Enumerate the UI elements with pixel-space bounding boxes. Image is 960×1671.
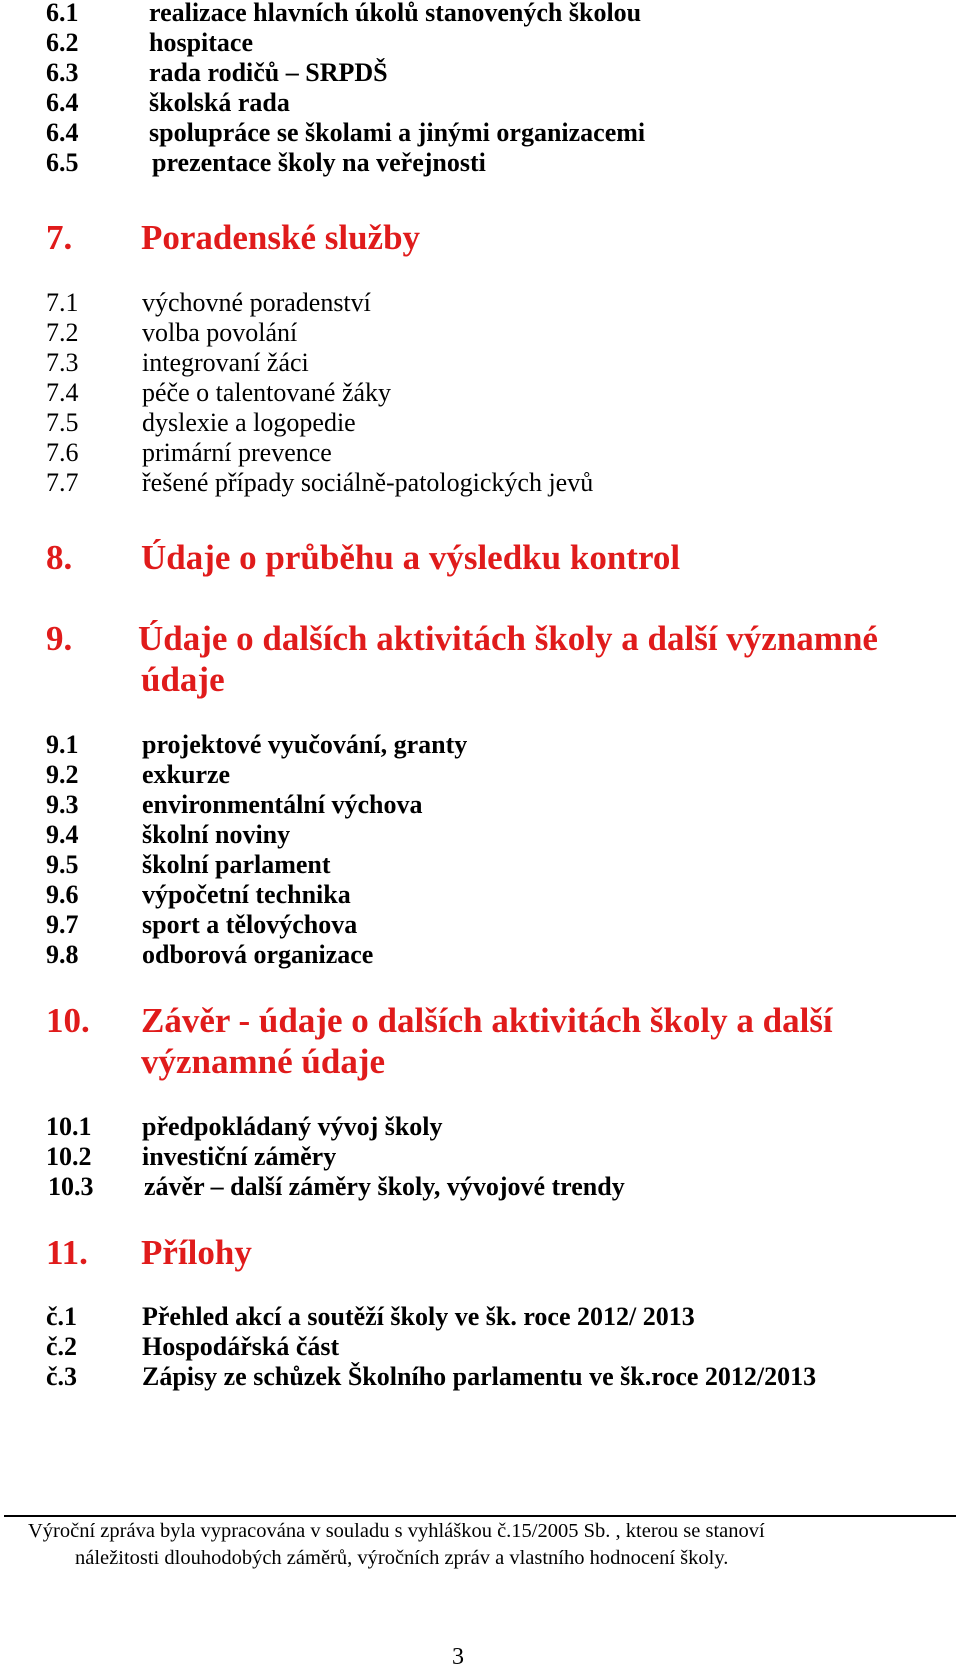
item-number: 9.4 <box>46 820 79 849</box>
item-text: školní parlament <box>142 850 331 879</box>
section-heading <box>46 618 946 702</box>
item-text: prezentace školy na veřejnosti <box>152 148 486 177</box>
heading-number: 8. <box>46 538 73 577</box>
item-number: 9.1 <box>46 730 79 759</box>
item-text: primární prevence <box>142 438 332 467</box>
item-number: 7.3 <box>46 348 79 377</box>
item-number: 6.3 <box>46 58 79 87</box>
item-text: Přehled akcí a soutěží školy ve šk. roce 2012/ 2013 <box>142 1302 695 1331</box>
item-text: dyslexie a logopedie <box>142 408 356 437</box>
heading-title-continued: údaje <box>141 660 225 699</box>
item-text: volba povolání <box>142 318 298 347</box>
item-number: č.3 <box>46 1362 78 1391</box>
footer-line-2: náležitosti dlouhodobých záměrů, výročních zpráv a vlastního hodnocení školy. <box>75 1547 729 1569</box>
item-text: realizace hlavních úkolů stanovených školou <box>149 0 642 27</box>
heading-title: Poradenské služby <box>141 218 421 257</box>
item-number: 9.5 <box>46 850 79 879</box>
item-text: odborová organizace <box>142 940 374 969</box>
item-text: péče o talentované žáky <box>142 378 392 407</box>
item-text: hospitace <box>149 28 253 57</box>
item-number: 9.8 <box>46 940 79 969</box>
item-number: 7.2 <box>46 318 79 347</box>
item-number: 9.3 <box>46 790 79 819</box>
item-text: výpočetní technika <box>142 880 351 909</box>
item-number: 7.6 <box>46 438 79 467</box>
item-text: environmentální výchova <box>142 790 423 819</box>
item-number: č.2 <box>46 1332 78 1361</box>
heading-number: 11. <box>46 1233 88 1272</box>
item-number: č.1 <box>46 1302 78 1331</box>
heading-number: 7. <box>46 218 73 257</box>
heading-title-continued: významné údaje <box>141 1042 386 1081</box>
item-text: integrovaní žáci <box>142 348 309 377</box>
heading-title: Závěr - údaje o dalších aktivitách školy a další <box>141 1001 833 1040</box>
item-text: závěr – další záměry školy, vývojové trendy <box>144 1172 625 1201</box>
item-number: 9.6 <box>46 880 79 909</box>
item-text: školská rada <box>149 88 290 117</box>
footer-line-1: Výroční zpráva byla vypracována v souladu s vyhláškou č.15/2005 Sb. , kterou se stanoví <box>28 1520 765 1542</box>
item-number: 6.2 <box>46 28 79 57</box>
item-number: 10.1 <box>46 1112 92 1141</box>
item-text: spolupráce se školami a jinými organizacemi <box>149 118 646 147</box>
item-text: předpokládaný vývoj školy <box>142 1112 443 1141</box>
section-heading <box>46 1000 946 1084</box>
item-number: 10.2 <box>46 1142 92 1171</box>
heading-number: 10. <box>46 1001 90 1040</box>
heading-number: 9. <box>46 619 73 658</box>
item-text: rada rodičů – SRPDŠ <box>149 58 388 87</box>
item-text: výchovné poradenství <box>142 288 371 317</box>
footer-divider <box>4 1515 956 1517</box>
item-text: investiční záměry <box>142 1142 337 1171</box>
item-text: Hospodářská část <box>142 1332 340 1361</box>
item-text: sport a tělovýchova <box>142 910 358 939</box>
item-number: 7.1 <box>46 288 79 317</box>
item-number: 9.2 <box>46 760 79 789</box>
item-number: 6.1 <box>46 0 79 27</box>
heading-title: Údaje o dalších aktivitách školy a další významné <box>138 619 878 658</box>
item-number: 9.7 <box>46 910 79 939</box>
item-number: 6.4 <box>46 88 79 117</box>
item-number: 7.5 <box>46 408 79 437</box>
item-number: 7.7 <box>46 468 79 497</box>
item-text: řešené případy sociálně-patologických jevů <box>142 468 594 497</box>
item-number: 10.3 <box>48 1172 94 1201</box>
heading-title: Přílohy <box>141 1233 252 1272</box>
page-number: 3 <box>452 1644 464 1670</box>
item-text: exkurze <box>142 760 231 789</box>
item-number: 7.4 <box>46 378 79 407</box>
item-number: 6.4 <box>46 118 79 147</box>
item-text: Zápisy ze schůzek Školního parlamentu ve šk.roce 2012/2013 <box>142 1362 817 1391</box>
heading-title: Údaje o průběhu a výsledku kontrol <box>141 538 681 577</box>
item-text: školní noviny <box>142 820 291 849</box>
item-number: 6.5 <box>46 148 79 177</box>
item-text: projektové vyučování, granty <box>142 730 468 759</box>
